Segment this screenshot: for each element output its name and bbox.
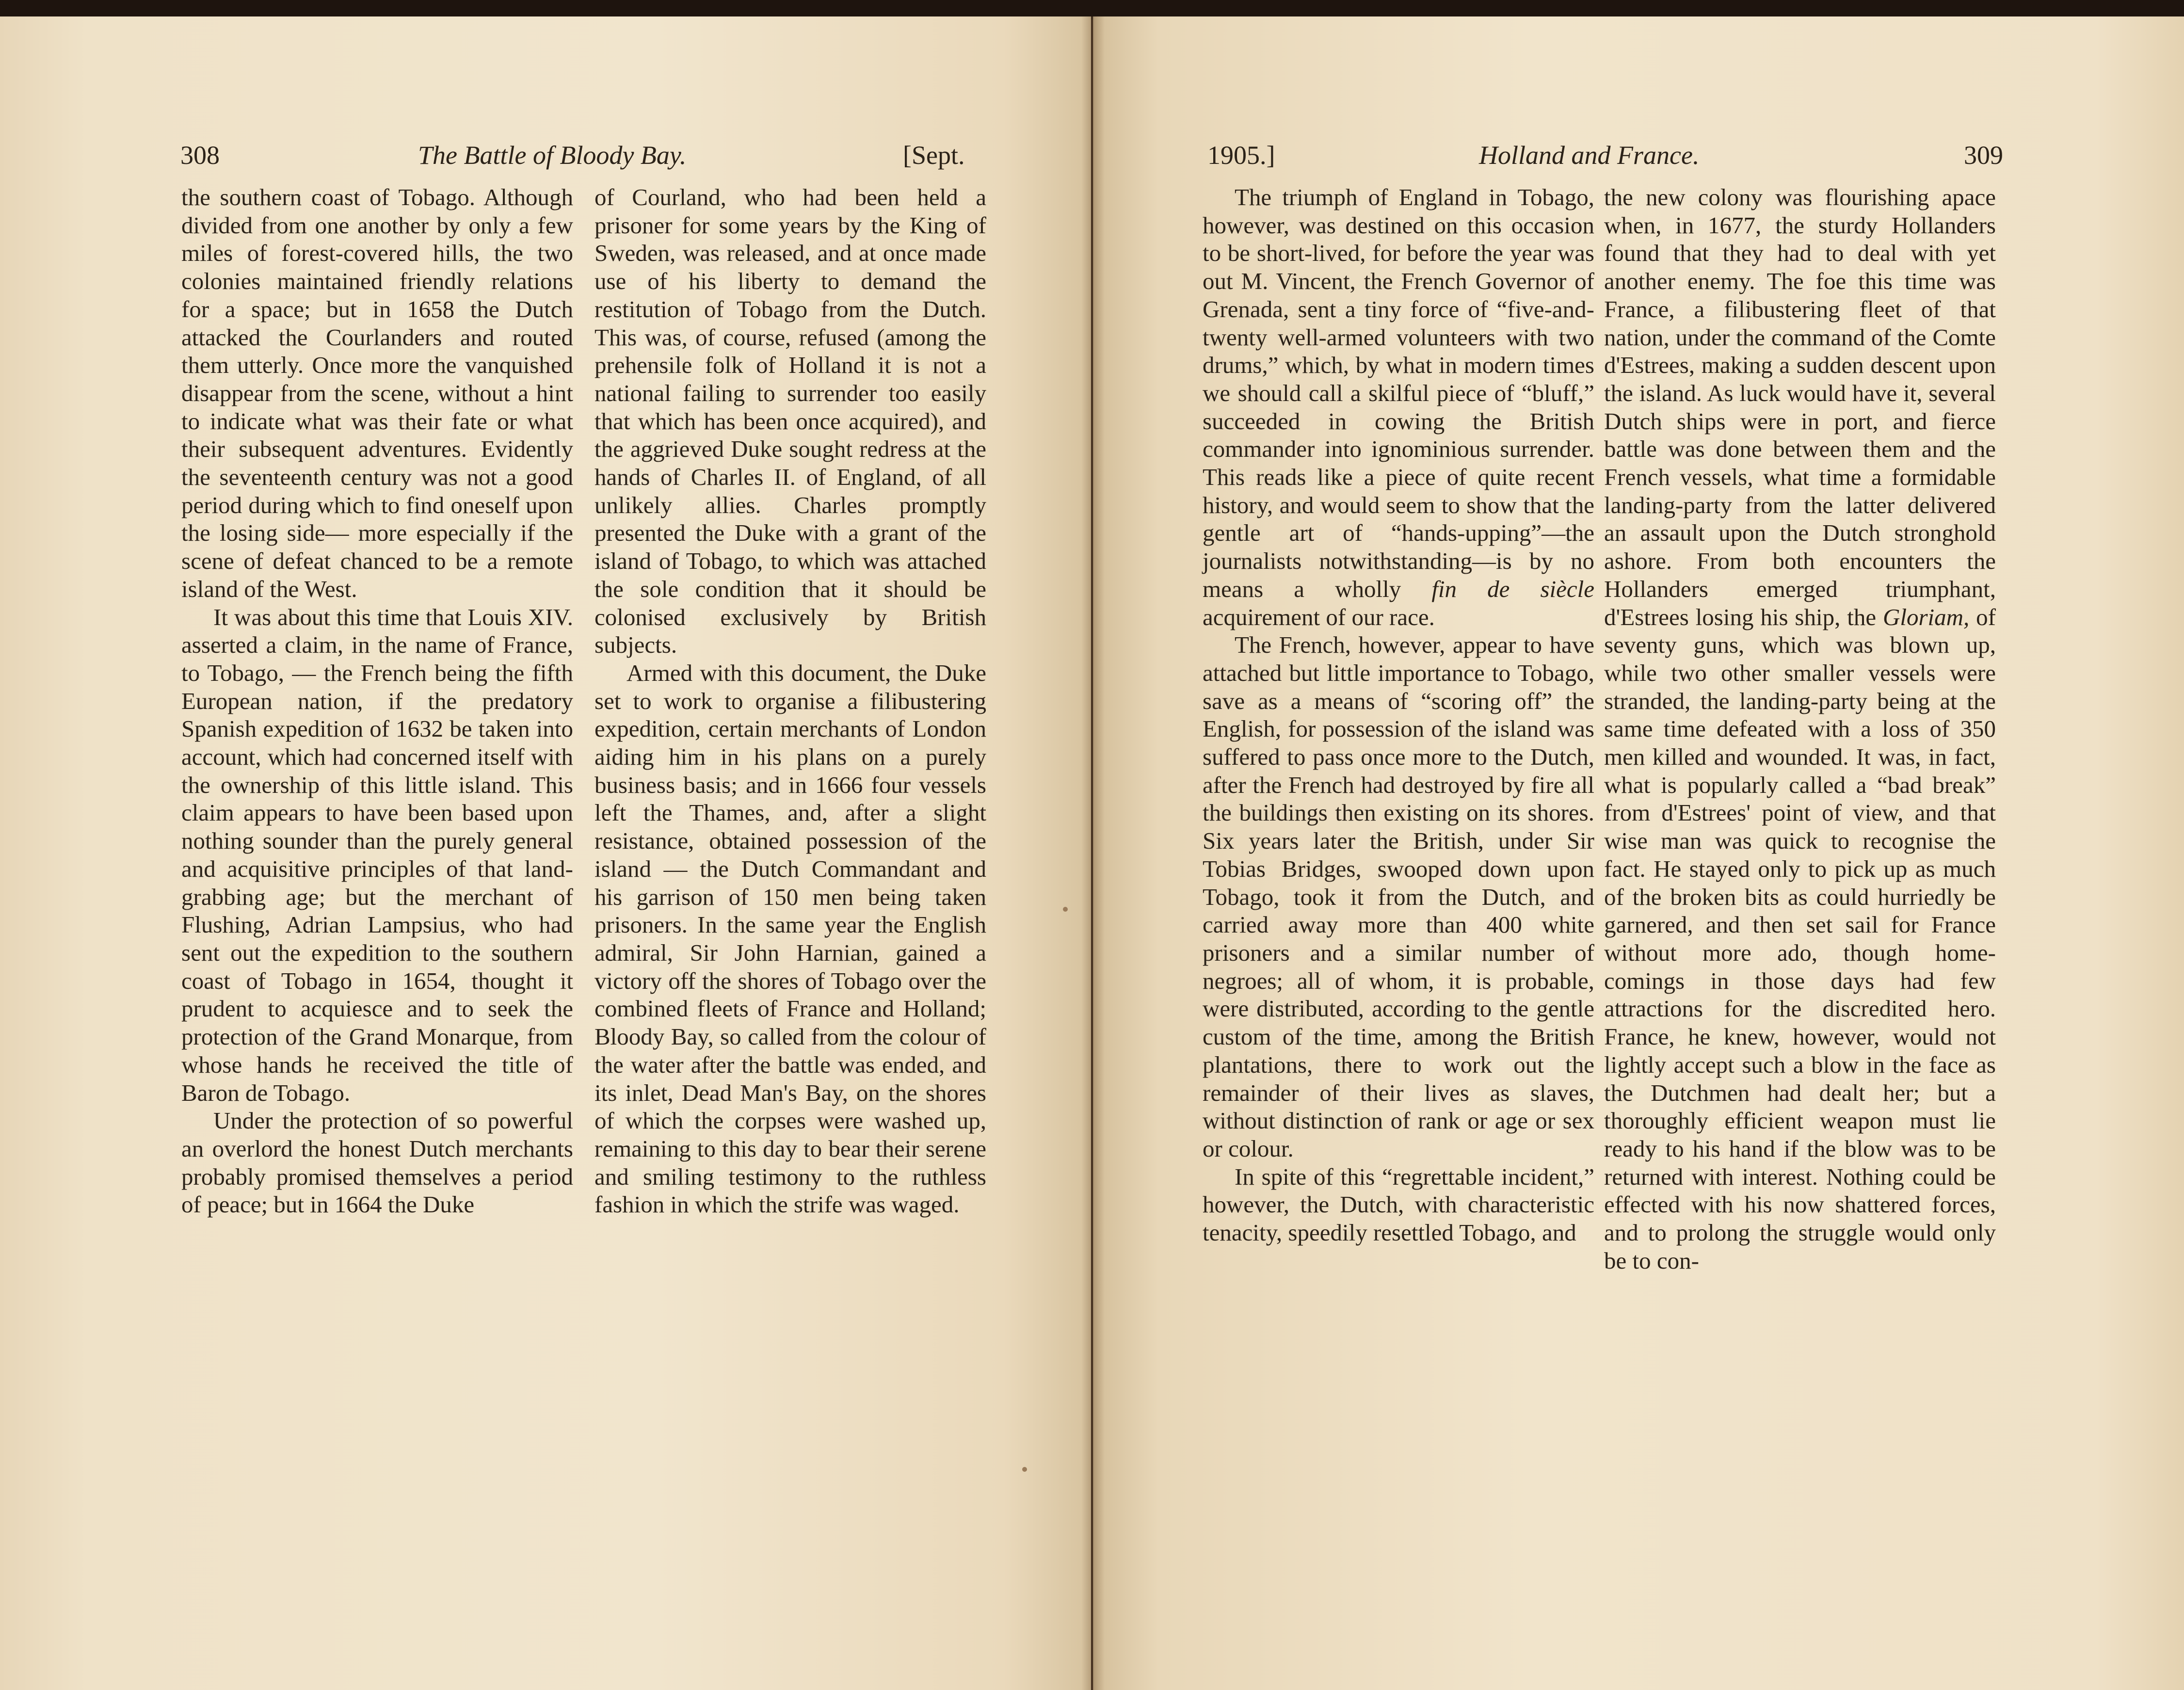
paragraph: of Courland, who had been held a prisoner for some years by the King of Sweden, was released, and at once made use of his liberty to demand the restitution of Tobago from the Dutch. This was, of course, refused (among the prehensile folk of Holland it is not a national failing to surrender too easily that which has been once acquired), and the aggrieved Duke sought redress at the hands of Charles II. of England, of all unlikely allies. Charles promptly presented the Duke with a grant of the island of Tobago, to which was attached the sole condition that it should be colonised exclusively by British subjects.	[594, 184, 986, 659]
left-column-1	[181, 183, 573, 1219]
paragraph-text: The triumph of England in Tobago, however, was destined on this occasion to be short-lived, for before the year was out M. Vincent, the French Governor of Grenada, sent a tiny force of “five-and-twenty well-armed volunteers with two drums,” which, by what in modern times we should call a skilful piece of “bluff,” succeeded in cowing the British commander into ignominious surrender. This reads like a piece of quite recent history, and would seem to show that the gentle art of “hands-upping”—the journalists notwithstanding—is by no means a wholly	[1203, 184, 1594, 602]
right-section-mark: 1905.]	[1207, 141, 1275, 170]
right-column-1	[1203, 183, 1594, 1247]
paragraph	[1604, 183, 1996, 1274]
paragraph-text: of seventy guns, which was blown up, while two other smaller vessels were stranded, the landing-party being at the same time defeated with a loss of 350 men killed and wounded. It was, in fact, what is popularly called a “bad break” from d'Estrees' point of view, and that wise man was quick to recognise the fact. He stayed only to pick up as much of the broken bits as could hurriedly be garnered, and then set sail for France without more ado, though home-comings in those days had few attractions for the discredited hero. France, he knew, however, would not lightly accept such a blow in the face as the Dutchmen had dealt her; but a thoroughly efficient weapon must lie ready to his hand if the blow was to be returned with interest. Nothing could be effected with his now shattered forces, and to prolong the struggle would only be to con-	[1604, 603, 1996, 1274]
paper-speck	[1063, 907, 1068, 912]
book-gutter	[1081, 16, 1105, 1690]
paragraph: Armed with this document, the Duke set to work to organise a filibustering expedition, certain merchants of London aiding him in his plans on a purely business basis; and in 1666 four vessels left the Thames, and, after a slight resistance, obtained possession of the island — the Dutch Commandant and his garrison of 150 men being taken prisoners. In the same year the English admiral, Sir John Harnian, gained a victory off the shores of Tobago over the combined fleets of France and Holland; Bloody Bay, so called from the colour of the water after the battle was ended, and its inlet, Dead Man's Bay, on the shores of which the corpses were washed up, remaining to this day to bear their serene and smiling testimony to the ruthless fashion in which the strife was waged.	[594, 659, 986, 1218]
paragraph-text: the new colony was flourishing apace when, in 1677, the sturdy Hollanders found that they had to deal with yet another enemy. The foe this time was France, a filibustering fleet of that nation, under the command of the Comte d'Estrees, making a sudden descent upon the island. As luck would have it, several Dutch ships were in port, and fierce battle was done between them and the French vessels, what time a formidable landing-party from the latter delivered an assault upon the Dutch stronghold ashore. From both encounters the Hollanders emerged triumphant, d'Estrees losing his ship, the	[1604, 184, 1996, 630]
paragraph: the southern coast of Tobago. Although divided from one another by only a few miles of forest-covered hills, the two colonies maintained friendly relations for a space; but in 1658 the Dutch attacked the Courlanders and routed them utterly. Once more the vanquished disappear from the scene, without a hint to indicate what was their fate or what their subsequent adventures. Evidently the seventeenth century was not a good period during which to find oneself upon the losing side— more especially if the scene of defeat chanced to be a remote island of the West.	[181, 184, 573, 602]
right-running-header	[1207, 136, 2007, 175]
italic-phrase: fin de siècle	[1431, 575, 1594, 602]
left-running-header	[180, 136, 980, 175]
right-page-number: 309	[1964, 141, 2003, 170]
paragraph: The French, however, appear to have attached but little importance to Tobago, save as a means of “scoring off” the English, for possession of the island was suffered to pass once more to the Dutch, after the French had destroyed by fire all the buildings then existing on its shores. Six years later the British, under Sir Tobias Bridges, swooped down upon Tobago, took it from the Dutch, and carried away more than 400 white prisoners and a similar number of negroes; all of whom, it is probable, were distributed, according to the gentle custom of the time, among the British plantations, there to work out the remainder of their lives as slaves, without distinction of rank or age or sex or colour.	[1203, 631, 1594, 1162]
left-running-title: The Battle of Bloody Bay.	[418, 141, 687, 170]
left-section-mark: [Sept.	[903, 141, 965, 170]
paper-speck	[1022, 1467, 1027, 1472]
left-page-number: 308	[180, 141, 220, 170]
left-column-2	[594, 183, 986, 1219]
paragraph: Under the protection of so powerful an overlord the honest Dutch merchants probably promised themselves a period of peace; but in 1664 the Duke	[181, 1107, 573, 1218]
paragraph	[1203, 183, 1594, 631]
italic-phrase: Gloriam,	[1882, 603, 1970, 630]
paragraph: In spite of this “regrettable incident,” however, the Dutch, with characteristic tenacity, speedily resettled Tobago, and	[1203, 1163, 1594, 1246]
right-column-2	[1604, 183, 1996, 1274]
paragraph-text: acquirement of our race.	[1203, 603, 1435, 630]
paragraph: It was about this time that Louis XIV. asserted a claim, in the name of France, to Tobago, — the French being the fifth European nation, if the predatory Spanish expedition of 1632 be taken into account, which had concerned itself with the ownership of this little island. This claim appears to have been based upon nothing sounder than the purely general and acquisitive principles of that land-grabbing age; but the merchant of Flushing, Adrian Lampsius, who had sent out the expedition to the southern coast of Tobago in 1654, thought it prudent to acquiesce and to seek the protection of the Grand Monarque, from whose hands he received the title of Baron de Tobago.	[181, 603, 573, 1106]
right-running-title: Holland and France.	[1479, 141, 1700, 170]
